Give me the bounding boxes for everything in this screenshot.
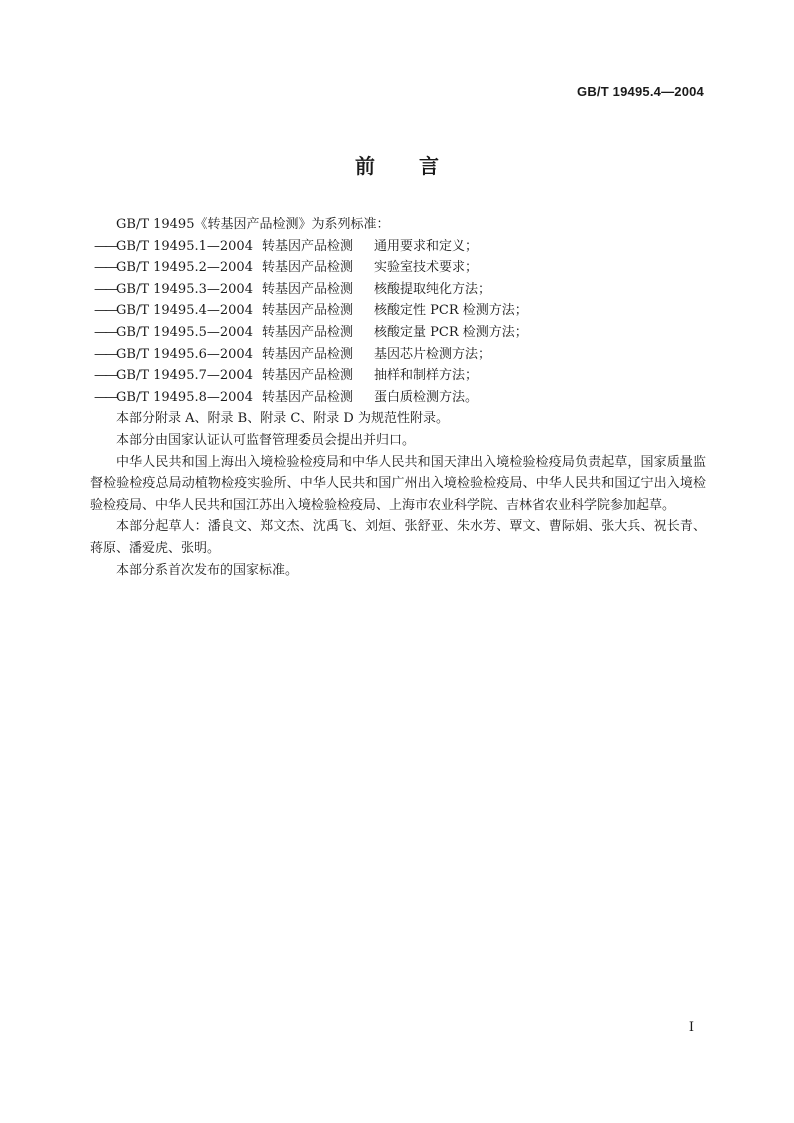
list-item	[90, 279, 706, 301]
list-dash: ——	[94, 389, 116, 405]
page-title: 前言	[355, 154, 483, 178]
list-dash: ——	[94, 303, 116, 319]
list-item	[90, 387, 706, 409]
appendix-paragraph: 本部分附录 A、附录 B、附录 C、附录 D 为规范性附录。	[116, 411, 449, 427]
part-sub-title: 核酸提取纯化方法；	[374, 281, 492, 297]
part-sub-title: 通用要求和定义；	[374, 238, 479, 254]
standard-code-header: GB/T 19495.4—2004	[577, 84, 704, 99]
part-main-title: 转基因产品检测	[262, 238, 354, 254]
part-sub-title: 基因芯片检测方法；	[374, 346, 492, 362]
part-main-title: 转基因产品检测	[262, 346, 354, 362]
part-main-title: 转基因产品检测	[262, 281, 354, 297]
list-dash: ——	[94, 324, 116, 340]
list-dash: ——	[94, 368, 116, 384]
part-code: GB/T 19495.5—2004	[116, 324, 253, 340]
list-item	[90, 344, 706, 366]
list-item	[90, 322, 706, 344]
drafters-paragraph: 本部分起草人：潘良文、郑文杰、沈禹飞、刘烜、张舒亚、朱水芳、覃文、曹际娟、张大兵、祝长青、蒋原、潘爱虎、张明。	[90, 519, 706, 556]
part-sub-title: 核酸定量 PCR 检测方法；	[374, 324, 528, 340]
part-sub-title: 核酸定性 PCR 检测方法；	[374, 303, 528, 319]
list-dash: ——	[94, 346, 116, 362]
part-sub-title: 抽样和制样方法；	[374, 368, 479, 384]
part-code: GB/T 19495.2—2004	[116, 260, 253, 276]
part-code: GB/T 19495.6—2004	[116, 346, 253, 362]
first-release-paragraph: 本部分系首次发布的国家标准。	[116, 562, 299, 578]
part-main-title: 转基因产品检测	[262, 303, 354, 319]
list-dash: ——	[94, 238, 116, 254]
proposer-paragraph: 本部分由国家认证认可监督管理委员会提出并归口。	[116, 432, 416, 448]
part-sub-title: 实验室技术要求；	[374, 260, 479, 276]
intro-paragraph: GB/T 19495《转基因产品检测》为系列标准：	[116, 217, 390, 232]
part-code: GB/T 19495.8—2004	[116, 389, 253, 405]
drafting-units-paragraph: 中华人民共和国上海出入境检验检疫局和中华人民共和国天津出入境检验检疫局负责起草，国家质量监督检验检疫总局动植物检疫实验所、中华人民共和国广州出入境检验检疫局、中华人民共和国辽宁出入境检验检疫局、中华人民共和国江苏出入境检验检疫局、上海市农业科学院、吉林省农业科学院参加起草。	[90, 454, 706, 513]
part-main-title: 转基因产品检测	[262, 260, 354, 276]
list-item	[90, 257, 706, 279]
list-dash: ——	[94, 281, 116, 297]
part-code: GB/T 19495.4—2004	[116, 303, 253, 319]
list-item	[90, 236, 706, 258]
part-code: GB/T 19495.7—2004	[116, 368, 253, 384]
part-code: GB/T 19495.3—2004	[116, 281, 253, 297]
list-dash: ——	[94, 260, 116, 276]
list-item	[90, 300, 706, 322]
part-main-title: 转基因产品检测	[262, 368, 354, 384]
foreword-body	[90, 214, 706, 581]
part-code: GB/T 19495.1—2004	[116, 238, 253, 254]
part-main-title: 转基因产品检测	[262, 389, 354, 405]
part-sub-title: 蛋白质检测方法。	[374, 389, 479, 405]
page-number: I	[688, 1020, 694, 1035]
list-item	[90, 365, 706, 387]
parts-list	[90, 236, 706, 409]
part-main-title: 转基因产品检测	[262, 324, 354, 340]
